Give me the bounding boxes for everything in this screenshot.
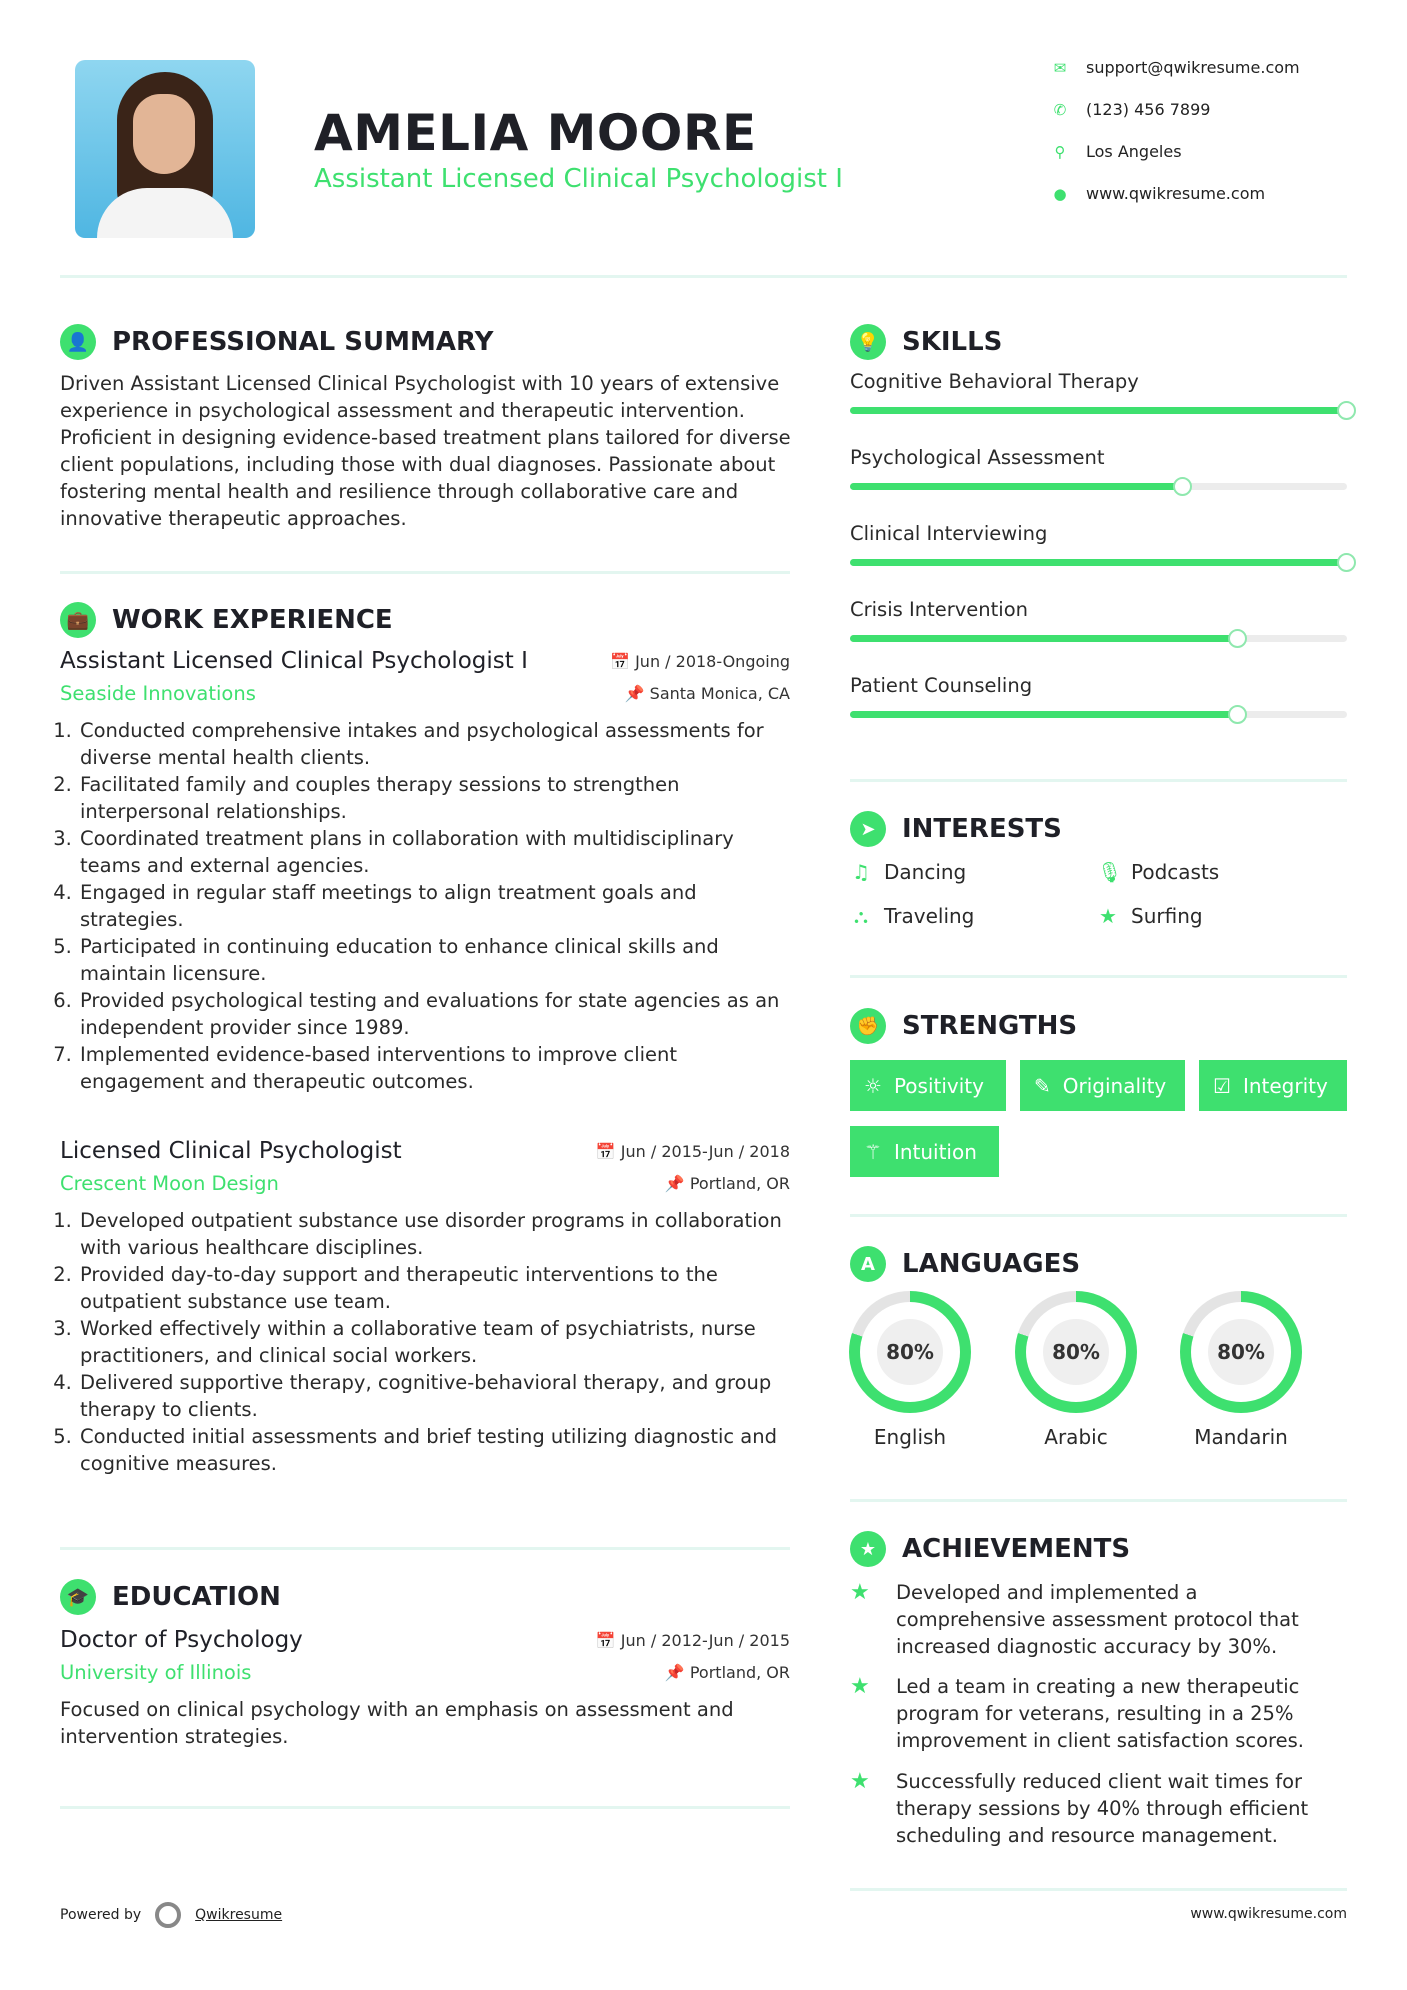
heading-text: INTERESTS <box>902 814 1062 844</box>
interest-item: ⛬ Traveling <box>850 904 974 928</box>
language-donut: 80% <box>1015 1291 1137 1413</box>
education-heading <box>60 1579 281 1615</box>
skill-name: Crisis Intervention <box>850 598 1029 621</box>
skills-list <box>850 370 1347 750</box>
interests-heading <box>850 811 1062 847</box>
duty-item: 5. Conducted initial assessments and brief testing utilizing diagnostic and cognitive measures. <box>78 1423 790 1477</box>
skill-item <box>850 598 1347 674</box>
calendar-icon: 📅 <box>595 1141 621 1161</box>
strength-tag: ☼ Positivity <box>850 1060 1006 1111</box>
contact-website[interactable] <box>1050 184 1265 203</box>
fist-icon: ✊ <box>850 1008 886 1044</box>
interest-item: ★ Surfing <box>1097 904 1203 928</box>
brand-link[interactable]: Qwikresume <box>195 1907 283 1923</box>
globe-icon: ● <box>1053 184 1067 203</box>
achievements-heading <box>850 1531 1130 1567</box>
skills-heading <box>850 324 1002 360</box>
briefcase-icon: 💼 <box>60 602 96 638</box>
language-name: Mandarin <box>1194 1425 1288 1449</box>
skill-name: Clinical Interviewing <box>850 522 1048 545</box>
education-description: Focused on clinical psychology with an emphasis on assessment and intervention strategies. <box>60 1698 734 1748</box>
calendar-icon: 📅 <box>610 651 636 671</box>
skill-bar <box>850 559 1347 566</box>
divider <box>850 779 1347 782</box>
duty-item: 7. Implemented evidence-based interventions to improve client engagement and therapeutic outcomes. <box>78 1041 790 1095</box>
phone-text: (123) 456 7899 <box>1086 100 1211 119</box>
edu-dates: 📅 Jun / 2012-Jun / 2015 <box>595 1630 790 1650</box>
checkbox-icon: ☑ <box>1213 1073 1231 1098</box>
skill-item <box>850 674 1347 750</box>
magic-wand-icon: ⚚ <box>864 1139 882 1164</box>
skill-bar-fill <box>850 483 1183 490</box>
email-text: support@qwikresume.com <box>1086 58 1300 77</box>
divider <box>60 571 790 574</box>
candidate-title: Assistant Licensed Clinical Psychologist I <box>314 164 843 194</box>
strengths-heading <box>850 1008 1077 1044</box>
contact-phone <box>1050 100 1210 119</box>
skill-bar-knob <box>1173 477 1192 496</box>
heading-text: PROFESSIONAL SUMMARY <box>112 327 494 357</box>
skill-bar-fill <box>850 711 1238 718</box>
duty-item: 6. Provided psychological testing and evaluations for state agencies as an independent provider since 1989. <box>78 987 790 1041</box>
skill-bar-fill <box>850 559 1347 566</box>
duty-item: 4. Engaged in regular staff meetings to align treatment goals and strategies. <box>78 879 790 933</box>
star-icon: ★ <box>850 1580 870 1605</box>
duty-item: 1. Developed outpatient substance use disorder programs in collaboration with various healthcare disciplines. <box>78 1207 790 1261</box>
experience-heading <box>60 602 393 638</box>
divider <box>850 1499 1347 1502</box>
qwikresume-logo-icon <box>155 1902 181 1928</box>
heading-text: WORK EXPERIENCE <box>112 605 393 635</box>
heading-text: SKILLS <box>902 327 1003 357</box>
pencil-icon: ✎ <box>1034 1073 1051 1098</box>
star-icon: ★ <box>850 1674 870 1699</box>
divider <box>850 975 1347 978</box>
edu-location: 📌 Portland, OR <box>664 1663 790 1682</box>
heading-text: LANGUAGES <box>902 1249 1081 1279</box>
skill-bar <box>850 635 1347 642</box>
job-dates: 📅 Jun / 2018-Ongoing <box>610 651 790 671</box>
language-donut: 80% <box>1180 1291 1302 1413</box>
divider <box>60 1547 790 1550</box>
degree: Doctor of Psychology <box>60 1627 303 1653</box>
skill-item <box>850 446 1347 522</box>
summary-heading <box>60 324 493 360</box>
job-title: Licensed Clinical Psychologist <box>60 1138 402 1164</box>
interest-item: 🎙 Podcasts <box>1097 860 1220 884</box>
skill-item <box>850 370 1347 446</box>
profile-photo <box>75 60 255 238</box>
map-pin-icon: ⚲ <box>1054 142 1066 161</box>
divider <box>850 1888 1347 1891</box>
skill-name: Patient Counseling <box>850 674 1033 697</box>
powered-by-text: Powered by <box>60 1907 142 1923</box>
job-entry <box>60 648 790 1095</box>
skill-item <box>850 522 1347 598</box>
skill-name: Cognitive Behavioral Therapy <box>850 370 1139 393</box>
language-donut: 80% <box>849 1291 971 1413</box>
job-duties <box>60 717 790 1095</box>
skill-bar <box>850 711 1347 718</box>
strength-tag: ✎ Originality <box>1020 1060 1185 1111</box>
job-location: 📌 Portland, OR <box>664 1174 790 1193</box>
star-icon: ★ <box>850 1769 870 1794</box>
skill-name: Psychological Assessment <box>850 446 1105 469</box>
skill-bar <box>850 407 1347 414</box>
summary-text: Driven Assistant Licensed Clinical Psychologist with 10 years of extensive experience in psychological assessment and therapeutic intervention. Proficient in designing evidence-based treatment plans tailored for diverse client populations, including those with dual diagnoses. Passionate about fostering mental health and resilience through collaborative care and innovative therapeutic approaches. <box>60 372 791 530</box>
duty-item: 3. Worked effectively within a collaborative team of psychiatrists, nurse practitioners, and clinical social workers. <box>78 1315 790 1369</box>
pin-icon: 📌 <box>664 1663 690 1682</box>
job-entry <box>60 1138 790 1477</box>
translate-icon: A <box>850 1246 886 1282</box>
company-name: Crescent Moon Design <box>60 1172 279 1195</box>
footer-url[interactable]: www.qwikresume.com <box>1190 1906 1347 1922</box>
duty-item: 4. Delivered supportive therapy, cognitive-behavioral therapy, and group therapy to clients. <box>78 1369 790 1423</box>
candidate-name: AMELIA MOORE <box>314 104 757 162</box>
paper-plane-icon: ➤ <box>850 811 886 847</box>
contact-location <box>1050 142 1182 161</box>
skill-bar-fill <box>850 635 1238 642</box>
language-name: Arabic <box>1044 1425 1108 1449</box>
school-name: University of Illinois <box>60 1661 252 1684</box>
skill-bar-knob <box>1337 553 1356 572</box>
header-divider <box>60 275 1347 278</box>
sun-icon: ☼ <box>864 1073 882 1098</box>
job-duties <box>60 1207 790 1477</box>
trophy-star-icon: ★ <box>850 1531 886 1567</box>
job-title: Assistant Licensed Clinical Psychologist I <box>60 648 528 674</box>
achievement-item: ★ Developed and implemented a comprehensive assessment protocol that increased diagnostic accuracy by 30%. <box>850 1580 1299 1658</box>
company-name: Seaside Innovations <box>60 682 256 705</box>
languages-heading <box>850 1246 1080 1282</box>
duty-item: 2. Provided day-to-day support and therapeutic interventions to the outpatient substance use team. <box>78 1261 790 1315</box>
duty-item: 1. Conducted comprehensive intakes and psychological assessments for diverse mental health clients. <box>78 717 790 771</box>
interest-item: ♫ Dancing <box>850 860 966 884</box>
language-name: English <box>873 1425 947 1449</box>
duty-item: 5. Participated in continuing education to enhance clinical skills and maintain licensure. <box>78 933 790 987</box>
heading-text: STRENGTHS <box>902 1011 1078 1041</box>
heading-text: EDUCATION <box>112 1582 281 1612</box>
contact-email[interactable] <box>1050 58 1300 77</box>
divider <box>850 1214 1347 1217</box>
duty-item: 2. Facilitated family and couples therapy sessions to strengthen interpersonal relationships. <box>78 771 790 825</box>
skill-bar-fill <box>850 407 1347 414</box>
language-item <box>1015 1291 1137 1449</box>
strength-tag: ⚚ Intuition <box>850 1126 999 1177</box>
binoculars-icon: ⛬ <box>854 904 868 928</box>
achievement-item: ★ Led a team in creating a new therapeutic program for veterans, resulting in a 25% improvement in client satisfaction scores. <box>850 1674 1304 1752</box>
pin-icon: 📌 <box>664 1174 690 1193</box>
skill-bar-knob <box>1337 401 1356 420</box>
microphone-icon: 🎙 <box>1097 860 1123 884</box>
envelope-icon: ✉ <box>1053 58 1067 77</box>
strength-tag: ☑ Integrity <box>1199 1060 1347 1111</box>
heading-text: ACHIEVEMENTS <box>902 1534 1131 1564</box>
graduation-cap-icon: 🎓 <box>60 1579 96 1615</box>
pin-icon: 📌 <box>624 684 650 703</box>
footer-branding <box>60 1902 282 1928</box>
job-dates: 📅 Jun / 2015-Jun / 2018 <box>595 1141 790 1161</box>
language-item <box>849 1291 971 1449</box>
music-note-icon: ♫ <box>852 860 870 884</box>
phone-icon: ✆ <box>1053 100 1067 119</box>
user-icon: 👤 <box>60 324 96 360</box>
location-text: Los Angeles <box>1086 142 1182 161</box>
skill-bar-knob <box>1228 629 1247 648</box>
divider <box>60 1806 790 1809</box>
job-location: 📌 Santa Monica, CA <box>624 684 790 703</box>
duty-item: 3. Coordinated treatment plans in collaboration with multidisciplinary teams and external agencies. <box>78 825 790 879</box>
skill-bar <box>850 483 1347 490</box>
star-icon: ★ <box>1099 904 1117 928</box>
language-item <box>1180 1291 1302 1449</box>
website-text: www.qwikresume.com <box>1086 184 1266 203</box>
education-entry <box>60 1627 790 1750</box>
lightbulb-icon: 💡 <box>850 324 886 360</box>
skill-bar-knob <box>1228 705 1247 724</box>
calendar-icon: 📅 <box>595 1630 621 1650</box>
achievement-item: ★ Successfully reduced client wait times for therapy sessions by 40% through efficient scheduling and resource management. <box>850 1769 1309 1847</box>
